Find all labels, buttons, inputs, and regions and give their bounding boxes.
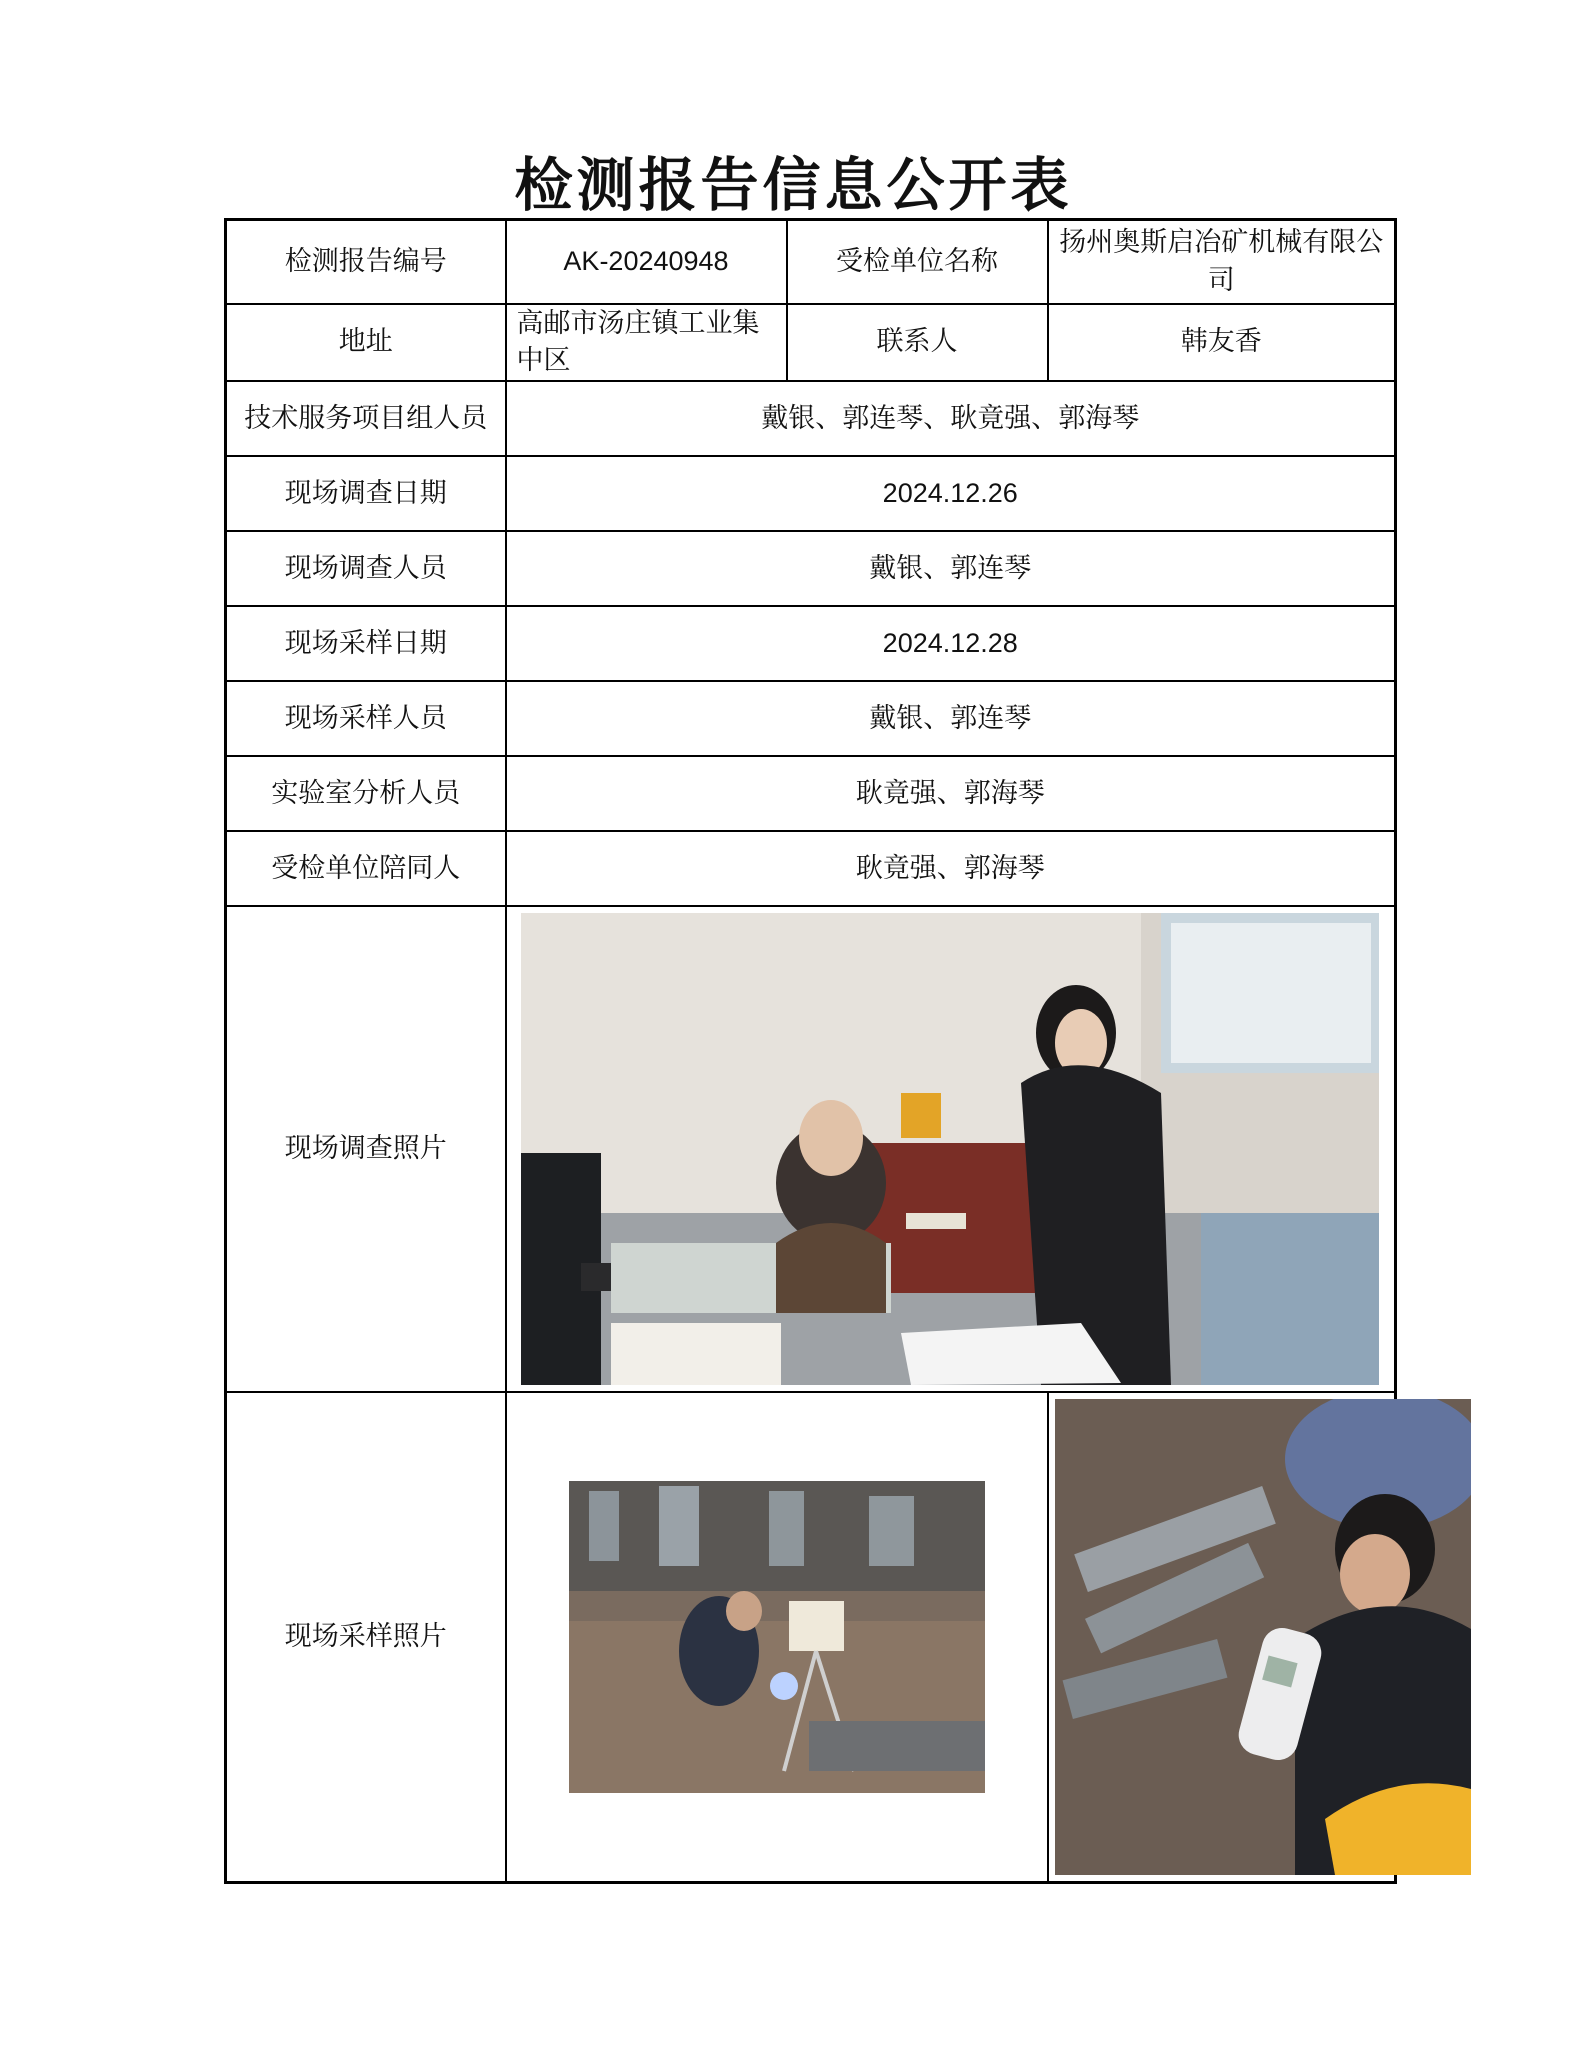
contact-value: 韩友香	[1048, 304, 1396, 382]
survey-photo-label: 现场调查照片	[226, 906, 506, 1392]
survey-staff-value: 戴银、郭连琴	[506, 531, 1396, 606]
team-label: 技术服务项目组人员	[226, 381, 506, 456]
table-row	[226, 456, 1396, 531]
survey-photo	[521, 913, 1379, 1385]
table-row	[226, 681, 1396, 756]
sampling-date-value: 2024.12.28	[506, 606, 1396, 681]
table-row	[226, 381, 1396, 456]
report-no-label: 检测报告编号	[226, 220, 506, 304]
unit-name-label: 受检单位名称	[787, 220, 1048, 304]
table-row	[226, 1392, 1396, 1883]
sampling-staff-value: 戴银、郭连琴	[506, 681, 1396, 756]
sampling-photo-1	[569, 1481, 985, 1793]
table-row	[226, 831, 1396, 906]
page-title: 检测报告信息公开表	[514, 151, 1073, 219]
sampling-photo-cell-1	[506, 1392, 1048, 1883]
table-row	[226, 906, 1396, 1392]
table-row	[226, 304, 1396, 382]
survey-photo-cell	[506, 906, 1396, 1392]
survey-date-label: 现场调查日期	[226, 456, 506, 531]
table-row	[226, 531, 1396, 606]
contact-label: 联系人	[787, 304, 1048, 382]
survey-date-value: 2024.12.26	[506, 456, 1396, 531]
sampling-date-label: 现场采样日期	[226, 606, 506, 681]
team-value: 戴银、郭连琴、耿竟强、郭海琴	[506, 381, 1396, 456]
sampling-photo-cell-2	[1048, 1392, 1396, 1883]
escort-label: 受检单位陪同人	[226, 831, 506, 906]
unit-name-value: 扬州奥斯启冶矿机械有限公司	[1048, 220, 1396, 304]
lab-staff-value: 耿竟强、郭海琴	[506, 756, 1396, 831]
sampling-staff-label: 现场采样人员	[226, 681, 506, 756]
escort-value: 耿竟强、郭海琴	[506, 831, 1396, 906]
report-table	[224, 218, 1397, 1884]
table-row	[226, 756, 1396, 831]
report-no-value: AK-20240948	[506, 220, 787, 304]
sampling-photo-2	[1055, 1399, 1471, 1875]
address-label: 地址	[226, 304, 506, 382]
table-row	[226, 606, 1396, 681]
sampling-photo-label: 现场采样照片	[226, 1392, 506, 1883]
address-value: 高邮市汤庄镇工业集中区	[506, 304, 787, 382]
lab-staff-label: 实验室分析人员	[226, 756, 506, 831]
table-row	[226, 220, 1396, 304]
survey-staff-label: 现场调查人员	[226, 531, 506, 606]
